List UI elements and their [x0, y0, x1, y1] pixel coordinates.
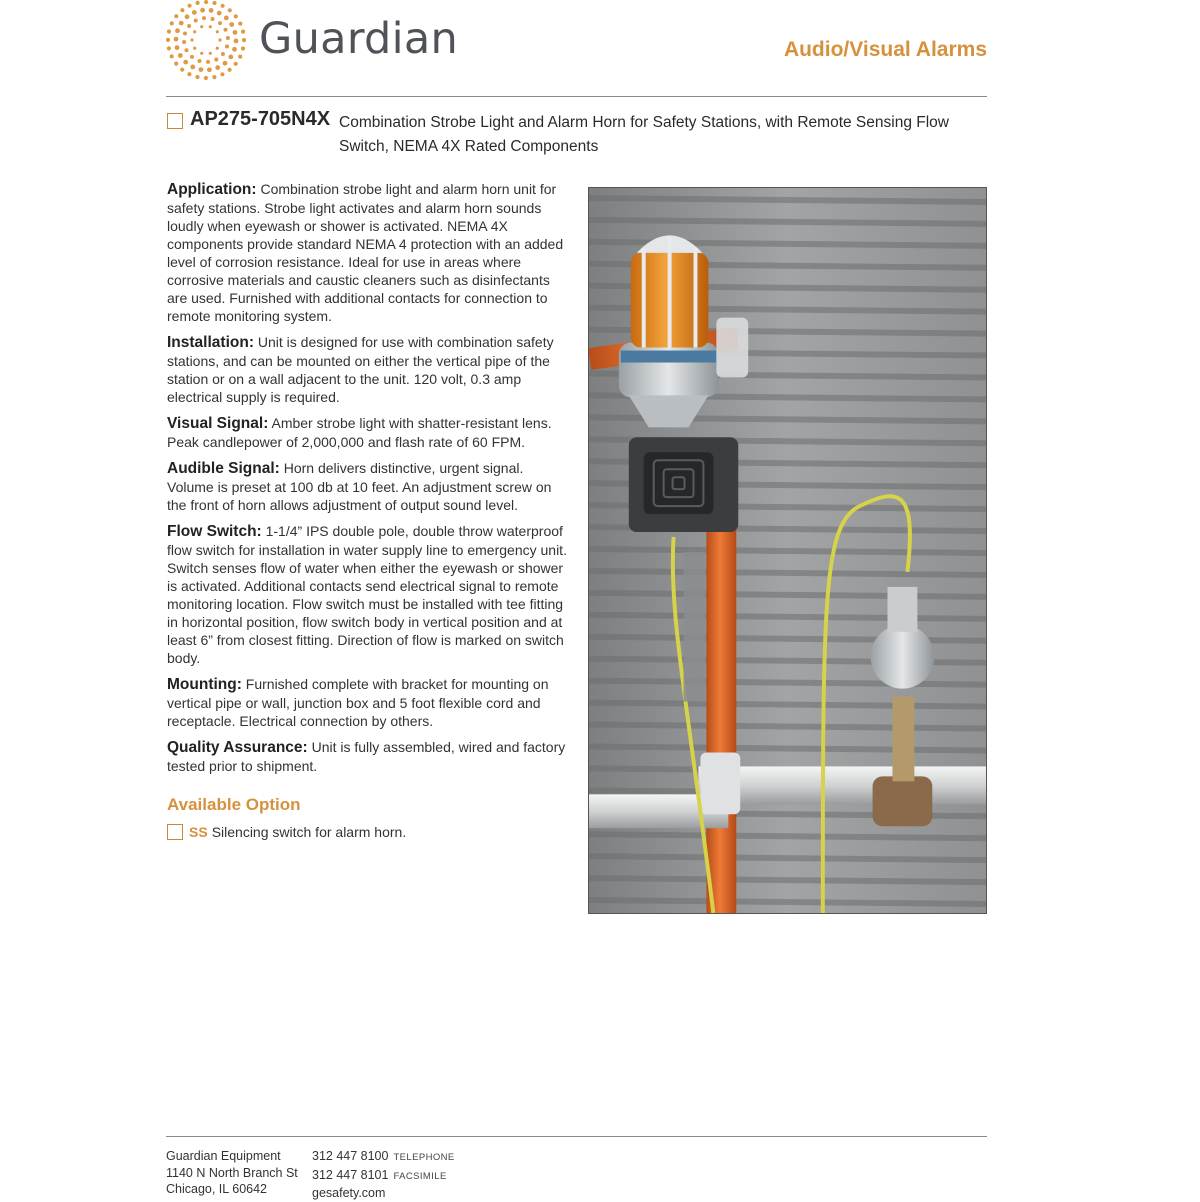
- footer-street: 1140 N North Branch St: [166, 1165, 298, 1180]
- available-option-heading: Available Option: [167, 795, 301, 814]
- option-checkbox[interactable]: [167, 824, 183, 840]
- option-text: Silencing switch for alarm horn.: [211, 824, 407, 840]
- footer-phone-label: TELEPHONE: [393, 1152, 455, 1163]
- product-checkbox[interactable]: [167, 113, 183, 129]
- header-divider: [166, 96, 987, 97]
- footer-fax: 312 447 8101: [312, 1167, 389, 1182]
- guardian-sun-logo-icon: [163, 0, 249, 82]
- option-item: [167, 823, 569, 841]
- footer-phone-line: [312, 1148, 455, 1167]
- product-code: AP275-705N4X: [190, 108, 331, 130]
- footer-company: Guardian Equipment: [166, 1149, 281, 1163]
- spec-flow-switch: Flow Switch: 1-1/4” IPS double pole, double throw waterproof flow switch for installation in water supply line to emergency unit. Switch senses flow of water when either the eyewash or shower is activated. Additional contacts send electrical signal to remote monitoring location. Flow switch must be installed with tee fitting in horizontal position, flow switch body in vertical position and at least 6” from closest fitting. Direction of flow is marked on switch body.: [167, 523, 567, 666]
- product-title: Combination Strobe Light and Alarm Horn for Safety Stations, with Remote Sensing Flow Switch, NEMA 4X Rated Components: [339, 114, 949, 155]
- footer-fax-line: [312, 1167, 455, 1186]
- product-photo: [588, 187, 987, 914]
- brand-name: Guardian: [259, 14, 459, 64]
- footer-divider: [166, 1136, 987, 1137]
- spec-mounting: Mounting: Furnished complete with bracket for mounting on vertical pipe or wall, junction box and 5 foot flexible cord and receptacle. Electrical connection by others.: [167, 676, 549, 729]
- footer-address: [166, 1148, 298, 1198]
- footer-phone: 312 447 8100: [312, 1149, 389, 1163]
- spec-content: [167, 180, 569, 841]
- footer-fax-label: FACSIMILE: [393, 1170, 447, 1182]
- spec-application: Application: Combination strobe light and alarm horn unit for safety stations. Strobe light activates and alarm horn sounds loudly when eyewash or shower is activated. NEMA 4X components provide standard NEMA 4 protection with an added level of corrosion resistance. Ideal for use in areas where corrosive materials and caustic cleaners such as disinfectants are used. Furnished with additional contacts for connection to remote monitoring system.: [167, 181, 564, 324]
- footer-city: Chicago, IL 60642: [166, 1182, 268, 1196]
- spec-audible-signal: Audible Signal: Horn delivers distinctive, urgent signal. Volume is preset at 100 db at 10 feet. An adjustment screw on the front of horn allows adjustment of output sound level.: [167, 460, 552, 513]
- spec-installation: Installation: Unit is designed for use with combination safety stations, and can be mounted on either the vertical pipe of the station or on a wall adjacent to the unit. 120 volt, 0.3 amp electrical supply is required.: [167, 334, 554, 405]
- footer-website[interactable]: gesafety.com: [312, 1186, 386, 1200]
- footer-contact: [312, 1148, 455, 1202]
- spec-quality-assurance: Quality Assurance: Unit is fully assembled, wired and factory tested prior to shipment.: [167, 739, 566, 774]
- option-code: SS: [189, 824, 208, 840]
- section-title: Audio/Visual Alarms: [783, 38, 987, 61]
- spec-visual-signal: Visual Signal: Amber strobe light with shatter-resistant lens. Peak candlepower of 2,000,000 and flash rate of 60 FPM.: [167, 415, 552, 450]
